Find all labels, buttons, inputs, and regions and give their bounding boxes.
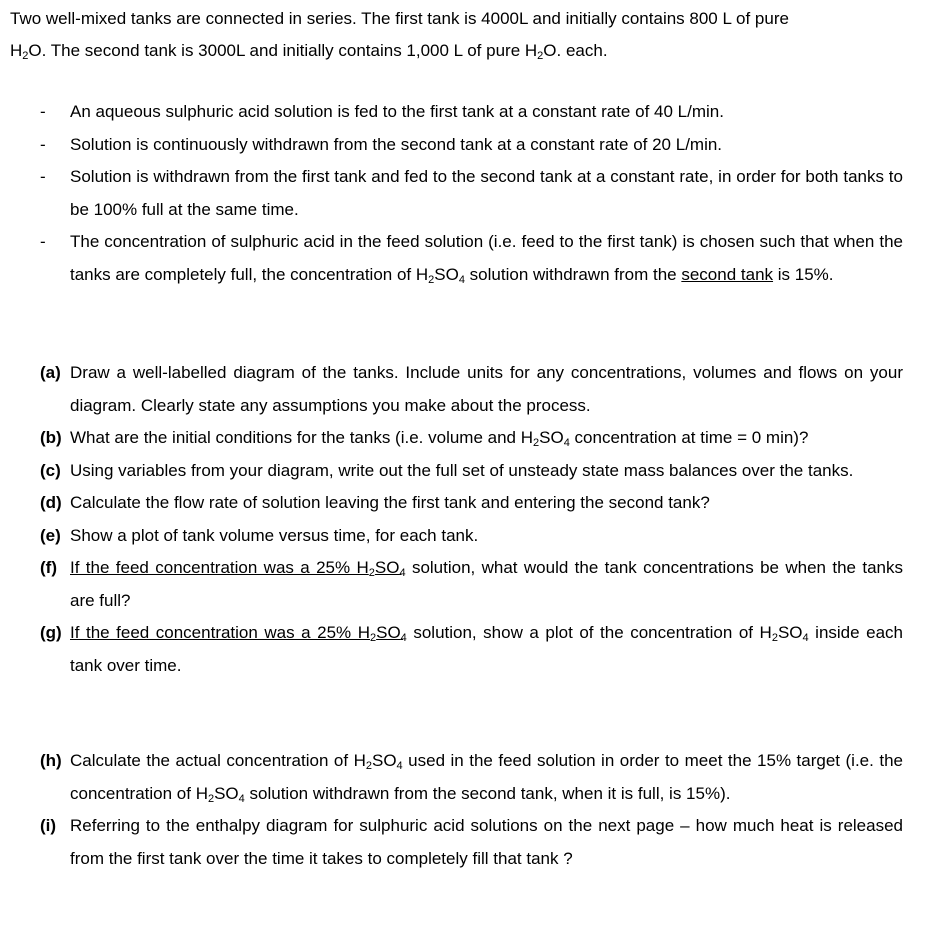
bullet-dash: - — [40, 102, 46, 121]
question-label: (g) — [40, 623, 62, 642]
question-g — [0, 617, 903, 682]
question-text: If the feed concentration was a 25% $H_2SO_4$ solution, show a plot of the concentration of $H_2SO_4$ inside each tank over time. — [70, 623, 903, 675]
intro-line-1: Two well-mixed tanks are connected in series. The first tank is 4000L and initially contains 800 L of pure — [10, 9, 789, 28]
bullet-text: Solution is withdrawn from the first tank and fed to the second tank at a constant rate, in order for both tanks to be 100% full at the same time. — [70, 167, 903, 219]
question-label: (d) — [40, 493, 62, 512]
question-h — [0, 745, 903, 810]
intro-line-2: $H_2O$. The second tank is 3000L and initially contains 1,000 L of pure $H_2O$. each. — [10, 41, 608, 62]
question-label: (e) — [40, 525, 61, 545]
question-text: Calculate the flow rate of solution leaving the first tank and entering the second tank? — [70, 493, 710, 512]
bullet-text: Solution is continuously withdrawn from the second tank at a constant rate of 20 L/min. — [70, 134, 723, 154]
bullet-dash: - — [40, 232, 46, 251]
underlined-text: If the feed concentration was a 25% $H_2SO_4$ — [70, 558, 406, 579]
bullet-item — [0, 96, 903, 129]
bullet-dash: - — [40, 134, 46, 154]
question-i — [0, 810, 903, 875]
question-text: Using variables from your diagram, write out the full set of unsteady state mass balances over the tanks. — [70, 460, 854, 480]
intro-paragraph — [10, 3, 910, 67]
bullet-text: An aqueous sulphuric acid solution is fed to the first tank at a constant rate of 40 L/min. — [70, 102, 724, 121]
question-f — [0, 552, 903, 617]
questions-group-1 — [0, 357, 938, 682]
question-text: Referring to the enthalpy diagram for sulphuric acid solutions on the next page – how much heat is released from the first tank over the time it takes to completely fill that tank ? — [70, 816, 903, 868]
question-label: (a) — [40, 363, 61, 382]
question-text: Show a plot of tank volume versus time, for each tank. — [70, 525, 479, 545]
question-label: (f) — [40, 558, 57, 577]
question-e — [0, 520, 903, 553]
bullet-list — [0, 96, 938, 291]
bullet-dash: - — [40, 167, 46, 186]
question-label: (b) — [40, 428, 62, 447]
bullet-item — [0, 226, 903, 291]
underlined-text: If the feed concentration was a 25% $H_2SO_4$ — [70, 623, 407, 644]
question-text: Calculate the actual concentration of $H_2SO_4$ used in the feed solution in order to meet the 15% target (i.e. the concentration of $H_2SO_4$ solution withdrawn from the second tank, when it is full, is 15%). — [70, 751, 903, 805]
question-label: (h) — [40, 751, 62, 770]
question-d — [0, 487, 903, 520]
question-c — [0, 455, 903, 488]
bullet-item — [0, 129, 903, 162]
bullet-item — [0, 161, 903, 226]
question-label: (c) — [40, 460, 61, 480]
questions-group-2 — [0, 745, 938, 875]
underlined-text: second tank — [681, 264, 774, 284]
question-b — [0, 422, 903, 455]
question-a — [0, 357, 903, 422]
question-label: (i) — [40, 816, 57, 835]
question-text: What are the initial conditions for the tanks (i.e. volume and $H_2SO_4$ concentration at time = 0 min)? — [70, 428, 809, 449]
bullet-text: The concentration of sulphuric acid in the feed solution (i.e. feed to the first tank) is chosen such that when the tanks are completely full, the concentration of $H_2SO_4$ solution withdrawn from the second tank is 15%. — [70, 232, 903, 286]
question-text: Draw a well-labelled diagram of the tanks. Include units for any concentrations, volumes and flows on your diagram. Clearly state any assumptions you make about the process. — [70, 363, 903, 415]
question-text: If the feed concentration was a 25% $H_2SO_4$ solution, what would the tank concentrations be when the tanks are full? — [70, 558, 903, 610]
